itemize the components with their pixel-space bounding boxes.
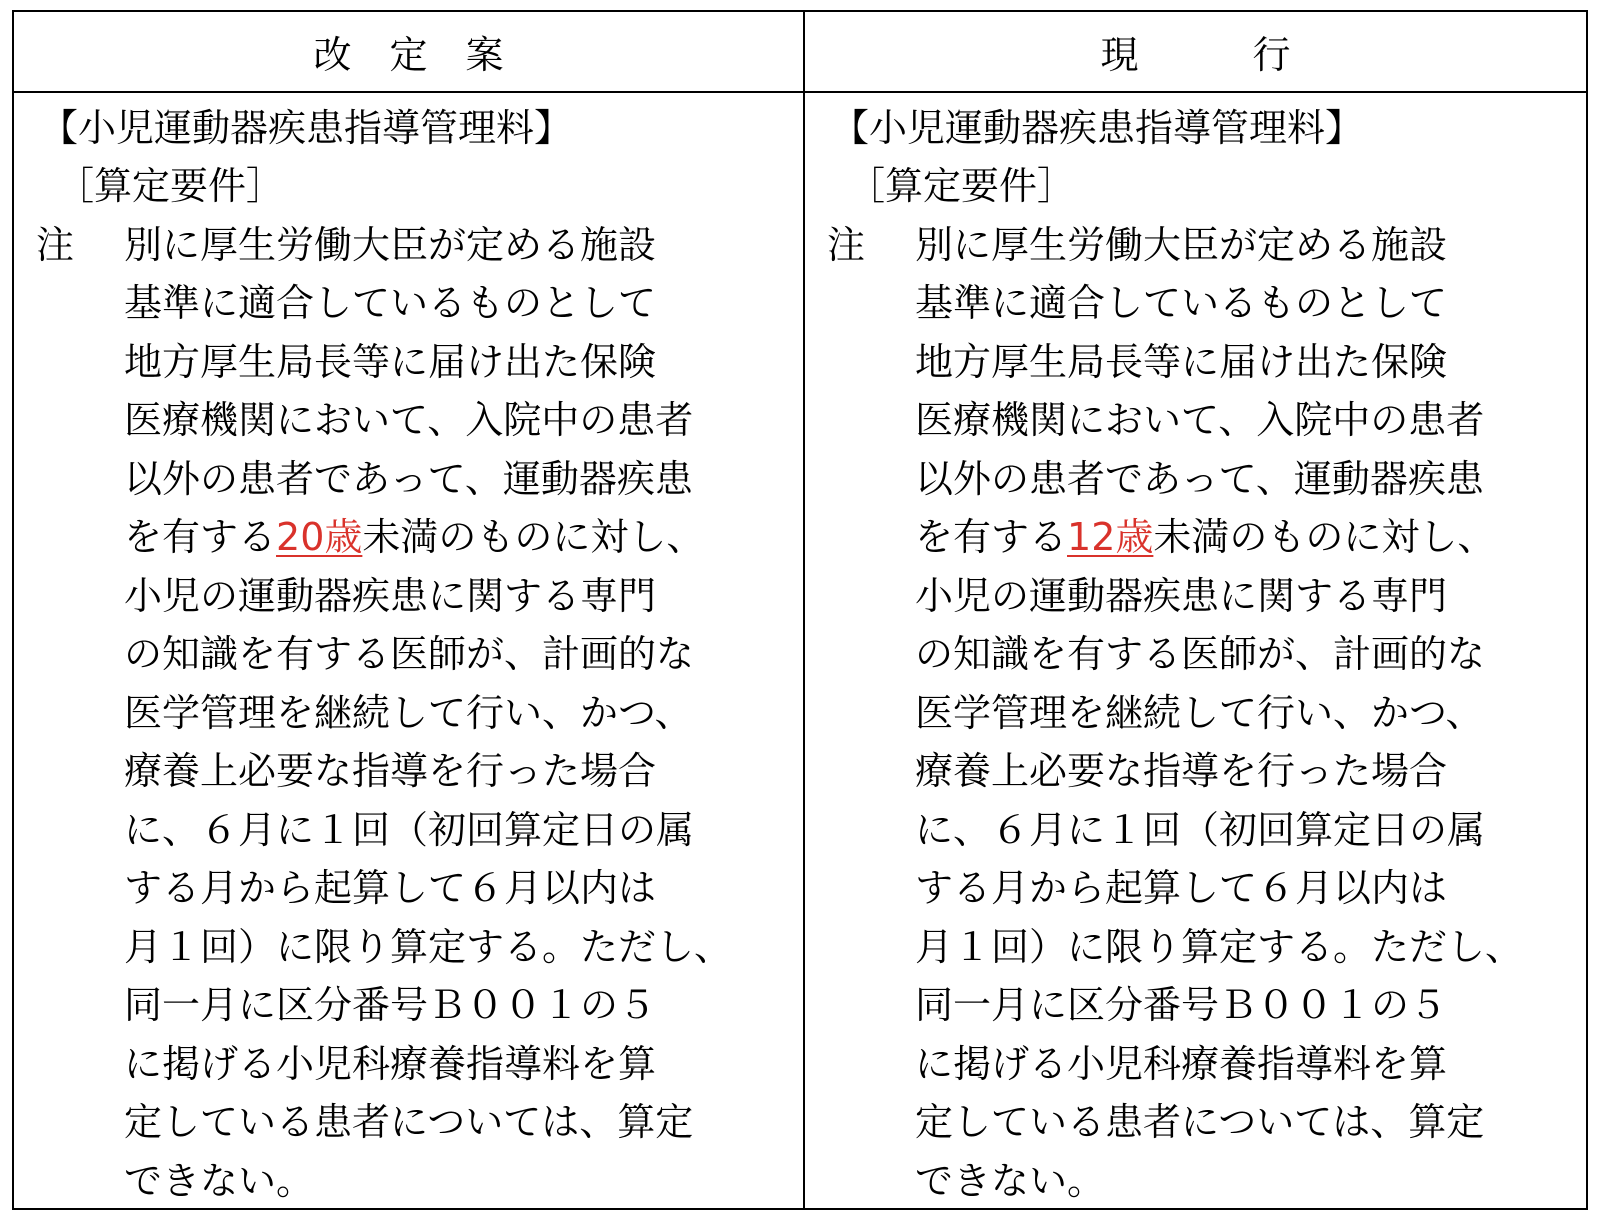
text-line: 月１回）に限り算定する。ただし、 — [915, 925, 1524, 969]
text-line: 医学管理を継続して行い、かつ、 — [124, 691, 693, 735]
text-line: に掲げる小児科療養指導料を算 — [915, 1042, 1448, 1086]
text-line: できない。 — [124, 1159, 315, 1203]
text-line: 同一月に区分番号Ｂ００１の５ — [915, 983, 1448, 1027]
text-line: 医療機関において、入院中の患者 — [124, 398, 694, 442]
text-line-age — [915, 508, 1495, 567]
header-current: 現 行 — [1100, 33, 1291, 77]
section-title: 【小児運動器疾患指導管理料】 — [40, 106, 573, 150]
text-line: 療養上必要な指導を行った場合 — [915, 749, 1448, 793]
text-line: する月から起算して６月以内は — [915, 866, 1448, 910]
column-divider — [803, 12, 805, 1208]
text-line: 別に厚生労働大臣が定める施設 — [124, 223, 657, 267]
comparison-table — [12, 10, 1588, 1210]
note-mark: 注 — [36, 223, 75, 267]
section-subtitle: ［算定要件］ — [56, 164, 285, 208]
section-title: 【小児運動器疾患指導管理料】 — [831, 106, 1364, 150]
age-suffix: 未満のものに対し、 — [362, 515, 705, 559]
age-prefix: を有する — [124, 515, 277, 559]
text-line: の知識を有する医師が、計画的な — [915, 632, 1486, 676]
text-line: できない。 — [915, 1159, 1106, 1203]
text-line: に、６月に１回（初回算定日の属 — [915, 808, 1486, 852]
section-subtitle: ［算定要件］ — [847, 164, 1076, 208]
text-line: する月から起算して６月以内は — [124, 866, 657, 910]
text-line: 別に厚生労働大臣が定める施設 — [915, 223, 1448, 267]
header-divider — [14, 91, 1586, 93]
header-revised: 改 定 案 — [313, 33, 504, 77]
age-suffix: 未満のものに対し、 — [1153, 515, 1496, 559]
text-line: に掲げる小児科療養指導料を算 — [124, 1042, 657, 1086]
text-line-age — [124, 508, 704, 567]
age-value: 20歳 — [276, 515, 363, 559]
text-line: 同一月に区分番号Ｂ００１の５ — [124, 983, 657, 1027]
text-line: に、６月に１回（初回算定日の属 — [124, 808, 695, 852]
age-prefix: を有する — [915, 515, 1068, 559]
text-line: 地方厚生局長等に届け出た保険 — [915, 340, 1448, 384]
text-line: 医療機関において、入院中の患者 — [915, 398, 1485, 442]
text-line: 療養上必要な指導を行った場合 — [124, 749, 657, 793]
text-line: 定している患者については、算定 — [915, 1100, 1485, 1144]
text-line: 以外の患者であって、運動器疾患 — [915, 457, 1484, 501]
text-line: 以外の患者であって、運動器疾患 — [124, 457, 693, 501]
text-line: 医学管理を継続して行い、かつ、 — [915, 691, 1484, 735]
text-line: 定している患者については、算定 — [124, 1100, 694, 1144]
text-line: 小児の運動器疾患に関する専門 — [124, 574, 657, 618]
text-line: 基準に適合しているものとして — [915, 281, 1448, 325]
text-line: 基準に適合しているものとして — [124, 281, 657, 325]
text-line: 月１回）に限り算定する。ただし、 — [124, 925, 733, 969]
note-mark: 注 — [827, 223, 866, 267]
text-line: 小児の運動器疾患に関する専門 — [915, 574, 1448, 618]
age-value: 12歳 — [1067, 515, 1154, 559]
text-line: の知識を有する医師が、計画的な — [124, 632, 695, 676]
text-line: 地方厚生局長等に届け出た保険 — [124, 340, 657, 384]
